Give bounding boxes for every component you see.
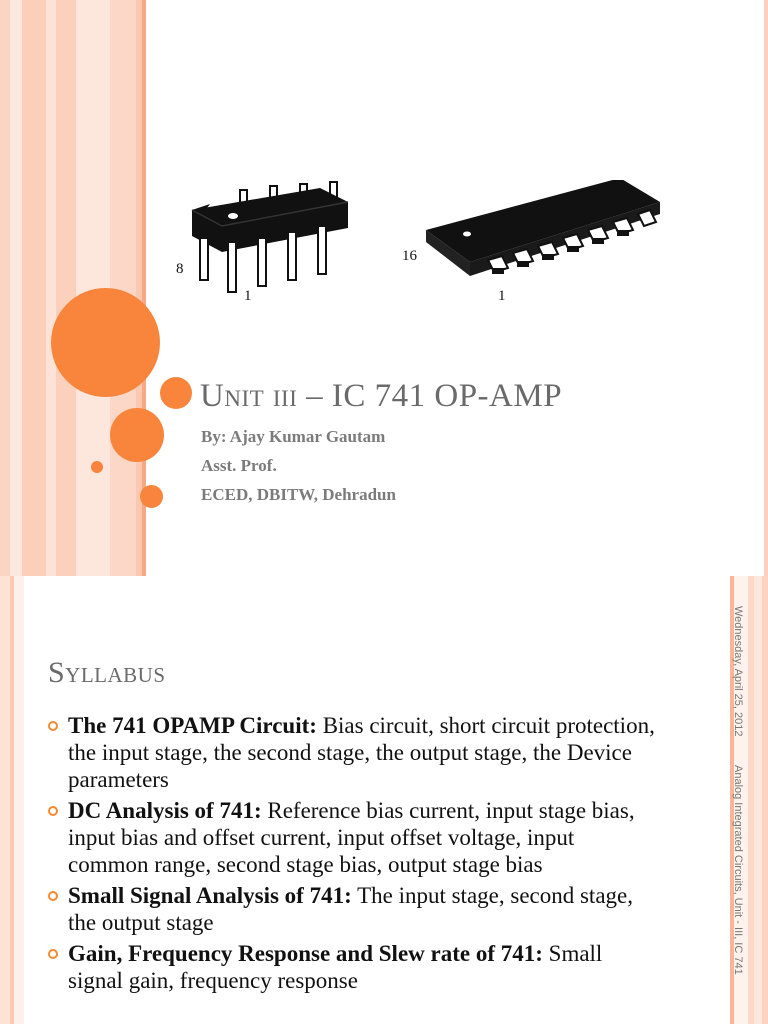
decorative-stripe [14, 576, 24, 1024]
bullet-text: Small signal gain, frequency response [68, 941, 603, 993]
bullet-heading: The 741 OPAMP Circuit: [68, 713, 317, 738]
decorative-stripe [764, 0, 768, 576]
decorative-circle [140, 485, 163, 508]
dip-pin1-label: 1 [244, 288, 252, 304]
bullet-icon [48, 891, 58, 901]
list-item [46, 712, 656, 793]
bullet-text: Bias circuit, short circuit protection, the input stage, the second stage, the output stage, the Device parameters [68, 713, 655, 792]
bullet-text: Reference bias current, input stage bias, input bias and offset current, input offset voltage, input common range, second stage bias, output stage bias [68, 798, 635, 877]
decorative-stripe [748, 576, 754, 1024]
bullet-icon [48, 806, 58, 816]
footer-date: Wednesday, April 25, 2012 [732, 606, 744, 737]
dip-pin8-label: 8 [176, 261, 184, 277]
bullet-text: The input stage, second stage, the output stage [68, 883, 633, 935]
slide-title: Unit iii – IC 741 OP-AMP [200, 378, 563, 414]
footer-course: Analog Integrated Circuits, Unit - III, IC 741 [732, 764, 744, 975]
bullet-icon [48, 949, 58, 959]
dip8-chip-icon [176, 182, 348, 304]
soic16-chip-icon [402, 180, 660, 304]
syllabus-list [46, 712, 656, 998]
list-item [46, 797, 656, 878]
list-item [46, 940, 656, 994]
decorative-stripe [762, 576, 768, 1024]
decorative-stripe [0, 576, 10, 1024]
decorative-circle [160, 377, 192, 409]
slide-footer-vertical [732, 606, 744, 974]
author-designation: Asst. Prof. [201, 456, 277, 475]
list-item [46, 882, 656, 936]
bullet-heading: Small Signal Analysis of 741: [68, 883, 352, 908]
bullet-heading: DC Analysis of 741: [68, 798, 262, 823]
decorative-circle-small [91, 461, 103, 473]
decorative-stripe [0, 0, 10, 576]
decorative-stripe [754, 576, 762, 1024]
soic-pin16-label: 16 [402, 248, 417, 264]
decorative-stripe [56, 0, 76, 576]
author-name: By: Ajay Kumar Gautam [201, 427, 386, 446]
slide-title: Syllabus [48, 656, 166, 689]
ic-packages-illustration [170, 180, 670, 310]
soic-pin1-label: 1 [498, 288, 506, 304]
syllabus-slide [0, 576, 768, 1024]
decorative-stripe [10, 0, 22, 576]
bullet-icon [48, 721, 58, 731]
decorative-stripe [46, 0, 56, 576]
bullet-heading: Gain, Frequency Response and Slew rate of 741: [68, 941, 543, 966]
decorative-stripe [22, 0, 46, 576]
author-department: ECED, DBITW, Dehradun [201, 485, 396, 504]
decorative-circle-large [51, 288, 160, 397]
decorative-circle [110, 408, 164, 462]
